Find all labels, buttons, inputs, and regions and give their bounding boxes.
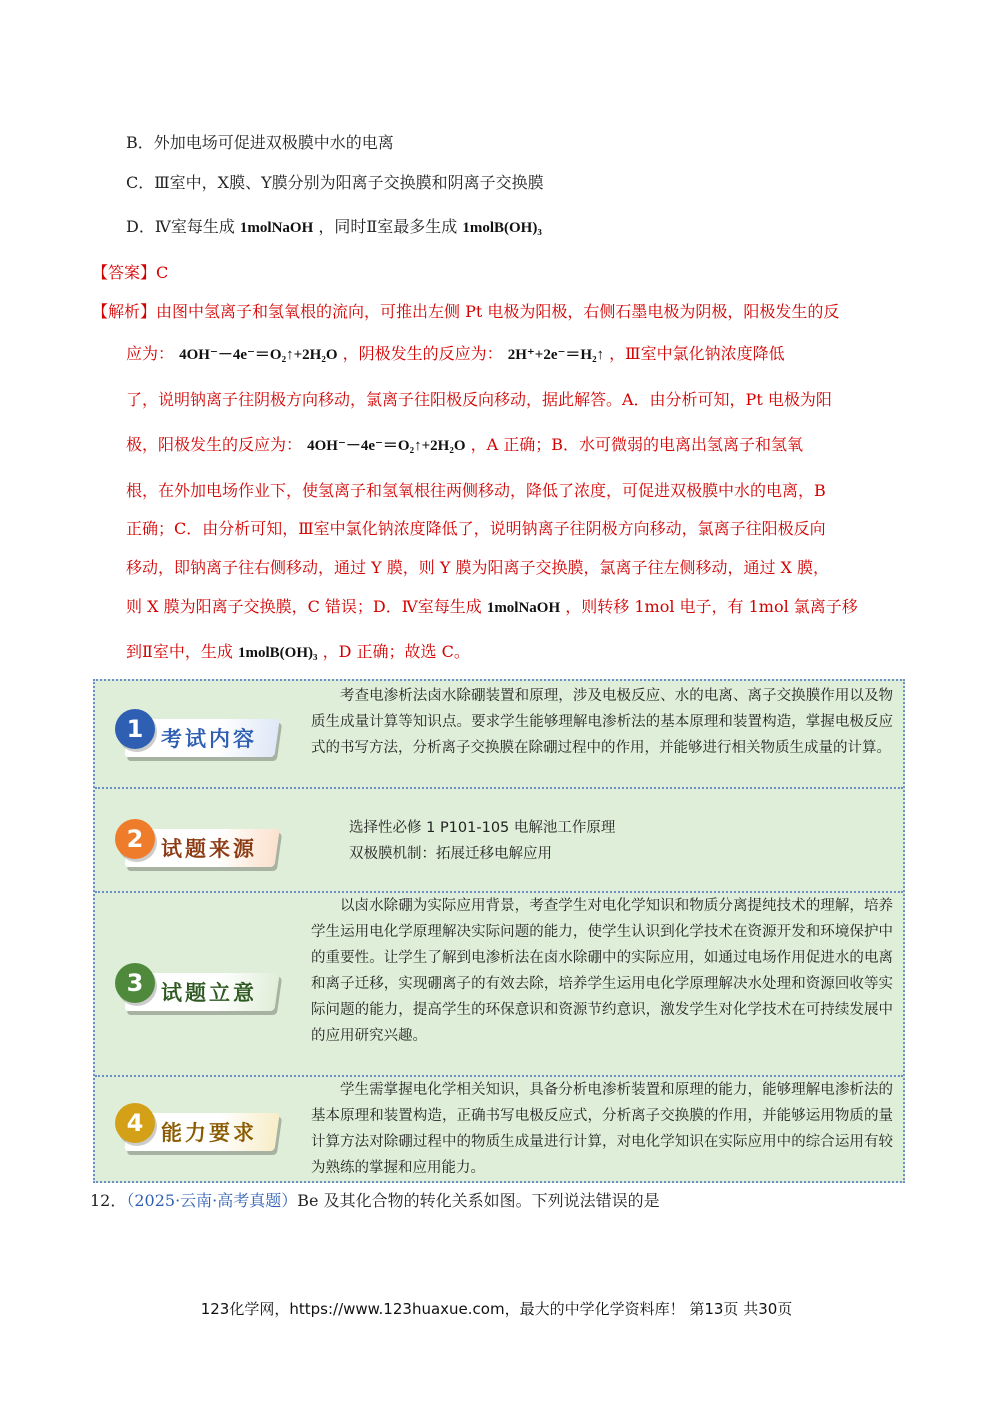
option-d	[126, 214, 542, 237]
analysis-info-box	[93, 679, 905, 1183]
formula-anode-2: 4OH⁻－4e⁻＝O₂↑+2H₂O	[307, 438, 466, 454]
question-number: 12．	[90, 1191, 127, 1210]
analysis-text-8b: ，则转移 1mol 电子，有 1mol 氯离子移	[565, 597, 858, 616]
analysis-text-9b: ，D 正确；故选 C。	[322, 642, 470, 661]
analysis-text-2a: 应为：	[126, 344, 175, 363]
analysis-text-2b: ，阴极发生的反应为：	[342, 344, 503, 363]
analysis-line-7: 移动，即钠离子往右侧移动，通过 Y 膜，则 Y 膜为阳离子交换膜，氯离子往左侧移动，通过 X 膜，	[126, 558, 830, 577]
formula-naoh-2: 1molNaOH	[486, 600, 561, 616]
badge-number: 1	[115, 709, 155, 749]
question-12	[90, 1188, 660, 1211]
formula-boh3-2: 1molB(OH)₃	[237, 645, 318, 661]
panel-intent	[95, 891, 903, 1077]
badge-number: 3	[115, 963, 155, 1003]
panel-ability	[95, 1075, 903, 1183]
panel-text: 以卤水除硼为实际应用背景，考查学生对电化学知识和物质分离提纯技术的理解，培养学生运用电化学原理解决实际问题的能力，使学生认识到化学技术在资源开发和环境保护中的重要性。让学生了解到电渗析法在卤水除硼中的实际应用，如通过电场作用促进水的电离和离子迁移，实现硼离子的有效去除，培养学生运用电化学原理解决水处理和资源回收等实际问题的能力，提高学生的环保意识和资源节约意识，激发学生对化学技术在可持续发展中的应用研究兴趣。	[311, 898, 893, 1044]
badge-label: 试题来源	[161, 837, 257, 861]
option-d-prefix: D．Ⅳ室每生成	[126, 217, 235, 236]
badge-label: 能力要求	[161, 1121, 257, 1145]
analysis-label: 【解析】	[92, 302, 157, 321]
badge-number: 2	[115, 819, 155, 859]
answer-line	[92, 260, 168, 283]
badge-label: 试题立意	[161, 981, 257, 1005]
analysis-line-1	[92, 299, 839, 322]
option-d-mid: ，同时Ⅱ室最多生成	[318, 217, 458, 236]
analysis-line-6: 正确；C．由分析可知，Ⅲ室中氯化钠浓度降低了，说明钠离子往阴极方向移动，氯离子往阳极反向	[126, 519, 826, 538]
formula-cathode: 2H⁺+2e⁻＝H₂↑	[507, 347, 605, 363]
panel-text: 学生需掌握电化学相关知识，具备分析电渗析装置和原理的能力，能够理解电渗析法的基本原理和装置构造，正确书写电极反应式，分析离子交换膜的作用，并能够运用物质的量计算方法对除硼过程中的物质生成量进行计算，对电化学知识在实际应用中的综合运用有较为熟练的掌握和应用能力。	[311, 1082, 893, 1176]
analysis-text-4a: 极，阳极发生的反应为：	[126, 435, 303, 454]
analysis-text-9a: 到Ⅱ室中，生成	[126, 642, 233, 661]
panel-exam-content	[95, 681, 903, 787]
analysis-text-1: 由图中氢离子和氢氧根的流向，可推出左侧 Pt 电极为阳极，右侧石墨电极为阴极，阳极发生的反	[156, 302, 840, 321]
answer-label: 【答案】	[92, 263, 157, 282]
formula-anode: 4OH⁻－4e⁻＝O₂↑+2H₂O	[179, 347, 338, 363]
badge-intent	[115, 955, 275, 1017]
panel-source	[95, 787, 903, 893]
panel-text: 考查电渗析法卤水除硼装置和原理，涉及电极反应、水的电离、离子交换膜作用以及物质生成量计算等知识点。要求学生能够理解电渗析法的基本原理和装置构造，掌握电极反应式的书写方法，分析离子交换膜在除硼过程中的作用，并能够进行相关物质生成量的计算。	[311, 688, 893, 756]
analysis-line-2	[126, 344, 785, 365]
analysis-line-3: 了，说明钠离子往阴极方向移动，氯离子往阳极反向移动，据此解答。A．由分析可知，Pt 电极为阳	[126, 390, 832, 409]
source-line-2: 双极膜机制：拓展迁移电解应用	[349, 846, 552, 862]
answer-value: C	[156, 263, 169, 282]
analysis-line-4	[126, 435, 803, 456]
analysis-line-5: 根，在外加电场作业下，使氢离子和氢氧根往两侧移动，降低了浓度，可促进双极膜中水的电离，B	[126, 481, 826, 500]
analysis-text-4b: ，A 正确；B．水可微弱的电离出氢离子和氢氧	[470, 435, 803, 454]
formula-boh3: 1molB(OH)₃	[462, 220, 542, 236]
option-c: C．Ⅲ室中，X膜、Y膜分别为阳离子交换膜和阴离子交换膜	[126, 173, 544, 192]
badge-ability	[115, 1095, 275, 1157]
badge-exam-content	[115, 701, 275, 763]
option-b: B．外加电场可促进双极膜中水的电离	[126, 133, 394, 152]
badge-label: 考试内容	[161, 727, 257, 751]
badge-number: 4	[115, 1103, 155, 1143]
analysis-text-8a: 则 X 膜为阳离子交换膜，C 错误；D．Ⅳ室每生成	[126, 597, 482, 616]
badge-source	[115, 811, 275, 873]
analysis-text-2c: ，Ⅲ室中氯化钠浓度降低	[609, 344, 785, 363]
analysis-line-9	[126, 642, 470, 663]
question-text: Be 及其化合物的转化关系如图。下列说法错误的是	[297, 1191, 660, 1210]
formula-naoh: 1molNaOH	[239, 220, 314, 236]
source-line-1: 选择性必修 1 P101-105 电解池工作原理	[349, 820, 616, 836]
analysis-line-8	[126, 597, 858, 618]
panel-text	[349, 815, 893, 867]
question-source: （2025·云南·高考真题）	[126, 1191, 298, 1210]
page-footer: 123化学网，https://www.123huaxue.com，最大的中学化学资料库！ 第13页 共30页	[200, 1300, 793, 1318]
